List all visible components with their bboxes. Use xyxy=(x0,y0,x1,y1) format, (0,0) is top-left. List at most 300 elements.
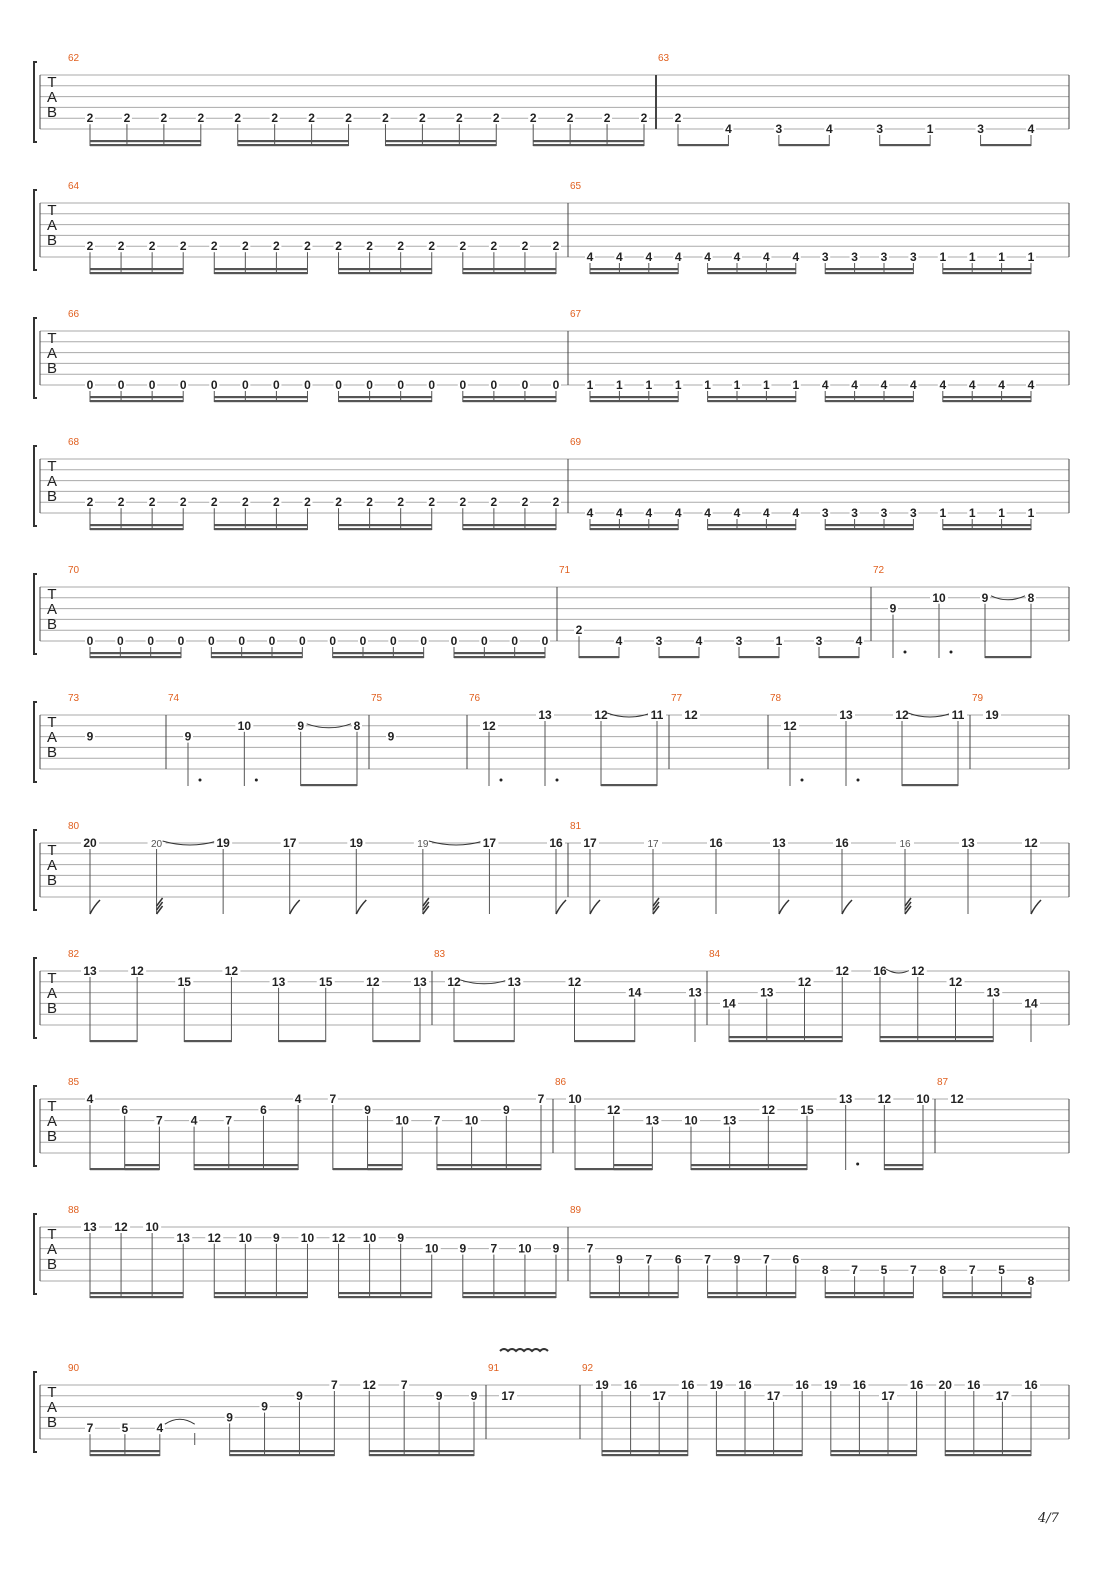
measure-number: 78 xyxy=(770,693,782,704)
fret-number: 0 xyxy=(207,634,215,648)
system-bracket xyxy=(34,318,37,398)
note-beam xyxy=(825,1296,913,1298)
measure-number: 66 xyxy=(68,309,80,320)
fret-number: 1 xyxy=(939,506,947,520)
note-beam xyxy=(211,656,302,658)
fret-number: 12 xyxy=(606,1102,621,1117)
note-beam xyxy=(214,272,307,274)
fret-number: 19 xyxy=(709,1378,724,1392)
tab-clef-letter: T xyxy=(47,586,57,603)
note-beam xyxy=(739,656,779,658)
tab-clef-letter: B xyxy=(46,1256,58,1273)
fret-number: 19 xyxy=(595,1378,609,1392)
rhythm-dot xyxy=(801,779,804,782)
fret-number: 7 xyxy=(645,1252,653,1267)
note-beam xyxy=(659,656,699,658)
fret-number: 0 xyxy=(359,634,367,648)
measure-number: 80 xyxy=(68,821,80,832)
fret-number: 7 xyxy=(225,1113,233,1128)
note-beam xyxy=(339,524,432,526)
measure-number: 85 xyxy=(68,1077,80,1088)
fret-number: 0 xyxy=(397,378,405,392)
tab-clef-letter: A xyxy=(46,1241,58,1258)
fret-number: 4 xyxy=(674,506,682,520)
tab-clef-letter: A xyxy=(46,345,58,362)
note-beam xyxy=(90,524,183,526)
fret-number: 7 xyxy=(763,1252,770,1267)
tab-clef-letter: A xyxy=(46,601,58,618)
staff-system xyxy=(34,1205,1069,1298)
tab-clef-letter: A xyxy=(46,1113,58,1130)
fret-number: 12 xyxy=(331,1230,346,1245)
fret-number: 3 xyxy=(821,250,829,264)
fret-number: 2 xyxy=(160,111,168,126)
fret-number: 7 xyxy=(331,1378,338,1392)
note-beam xyxy=(729,1036,842,1038)
fret-number: 1 xyxy=(968,506,976,520)
note-beam xyxy=(708,1292,796,1294)
fret-number: 1 xyxy=(704,378,711,392)
fret-number: 8 xyxy=(1027,1274,1035,1288)
note-beam xyxy=(90,652,181,654)
fret-number: 0 xyxy=(420,634,428,648)
note-beam xyxy=(716,1450,802,1452)
measure-number: 73 xyxy=(68,693,80,704)
fret-number: 2 xyxy=(123,111,131,126)
fret-number: 2 xyxy=(86,495,94,510)
measure xyxy=(570,1205,1036,1298)
fret-number: 0 xyxy=(335,378,342,392)
tab-clef-letter: A xyxy=(46,473,58,490)
system-bracket xyxy=(34,446,37,526)
tab-clef-letter: B xyxy=(46,104,58,121)
note-beam xyxy=(90,1454,160,1456)
fret-number: 13 xyxy=(838,1092,853,1106)
fret-number: 20 xyxy=(83,836,97,850)
measure-number: 62 xyxy=(68,53,80,64)
fret-number: 6 xyxy=(260,1102,267,1117)
tab-clef-letter: B xyxy=(46,872,58,889)
fret-number: 2 xyxy=(210,495,218,510)
fret-number: 9 xyxy=(502,1102,510,1117)
fret-number: 2 xyxy=(459,495,467,510)
fret-number: 0 xyxy=(304,378,311,392)
fret-number: 2 xyxy=(335,495,342,510)
note-beam xyxy=(614,1168,653,1170)
fret-number: 0 xyxy=(480,634,488,648)
fret-number: 13 xyxy=(538,708,552,722)
measure xyxy=(709,949,1040,1042)
note-beam xyxy=(708,268,796,270)
fret-number: 2 xyxy=(273,495,280,510)
fret-number: 9 xyxy=(889,601,897,616)
fret-number: 0 xyxy=(273,378,280,392)
fret-number: 4 xyxy=(910,378,917,392)
fret-number: 5 xyxy=(880,1263,888,1278)
fret-number: 4 xyxy=(733,250,741,264)
note-beam xyxy=(831,1450,917,1452)
measure xyxy=(559,565,864,658)
fret-number: 4 xyxy=(86,1092,94,1106)
fret-number: 16 xyxy=(835,836,849,850)
fret-number: 12 xyxy=(114,1220,128,1234)
fret-number: 4 xyxy=(763,250,770,264)
note-beam xyxy=(90,140,201,142)
measure xyxy=(570,181,1036,274)
fret-number: 17 xyxy=(283,836,297,850)
fret-number: 4 xyxy=(615,634,623,648)
fret-number: 2 xyxy=(241,495,249,510)
fret-number: 2 xyxy=(148,239,156,254)
fret-number: 9 xyxy=(387,729,395,744)
fret-number: 15 xyxy=(800,1102,814,1117)
note-beam xyxy=(184,1040,231,1042)
note-beam xyxy=(590,396,678,398)
system-bracket xyxy=(34,190,37,270)
fret-number: 7 xyxy=(156,1113,163,1128)
fret-number: 6 xyxy=(674,1252,682,1267)
measure xyxy=(570,437,1036,530)
fret-number: 4 xyxy=(733,506,741,520)
fret-number: 17 xyxy=(766,1388,781,1403)
fret-number: 16 xyxy=(967,1378,981,1392)
fret-number: 3 xyxy=(851,250,858,264)
measure xyxy=(671,693,700,722)
fret-number: 4 xyxy=(855,634,863,648)
fret-number: 3 xyxy=(910,506,917,520)
fret-number: 17 xyxy=(652,1388,666,1403)
measure-number: 81 xyxy=(570,821,582,832)
fret-number: 16 xyxy=(795,1378,809,1392)
note-beam xyxy=(339,1296,432,1298)
staff-system xyxy=(34,53,1069,146)
note-beam xyxy=(463,268,556,270)
fret-number: 16 xyxy=(873,964,887,978)
staff-system xyxy=(34,1077,1069,1170)
fret-number: 2 xyxy=(366,239,373,254)
note-beam xyxy=(708,524,796,526)
fret-number: 0 xyxy=(86,378,94,392)
eighth-flag xyxy=(590,900,600,914)
fret-number: 13 xyxy=(688,985,702,1000)
tab-clef-letter: T xyxy=(47,330,57,347)
note-beam xyxy=(437,1168,541,1170)
fret-number: 4 xyxy=(294,1092,302,1106)
measure-number: 71 xyxy=(559,565,571,576)
tab-clef-letter: A xyxy=(46,217,58,234)
note-beam xyxy=(463,272,556,274)
fret-number: 4 xyxy=(695,634,703,648)
measure-number: 82 xyxy=(68,949,80,960)
note-beam xyxy=(825,524,913,526)
fret-number: 7 xyxy=(910,1263,917,1278)
fret-number: 4 xyxy=(616,250,623,264)
note-beam xyxy=(368,1164,403,1166)
note-beam xyxy=(825,268,913,270)
system-bracket xyxy=(34,958,37,1038)
measure-number: 63 xyxy=(658,53,670,64)
fret-number: 20 xyxy=(151,839,163,850)
measure-number: 64 xyxy=(68,181,80,192)
tab-clef-letter: B xyxy=(46,360,58,377)
fret-number: 2 xyxy=(397,239,405,254)
measure xyxy=(488,1363,517,1403)
tab-clef-letter: B xyxy=(46,232,58,249)
note-beam xyxy=(614,1164,653,1166)
fret-number: 12 xyxy=(797,974,812,989)
note-beam xyxy=(301,784,357,786)
fret-number: 2 xyxy=(428,239,436,254)
note-beam xyxy=(238,140,349,142)
staff-system xyxy=(34,437,1069,530)
measure-number: 76 xyxy=(469,693,481,704)
measure-number: 72 xyxy=(873,565,885,576)
note-beam xyxy=(90,1292,183,1294)
fret-number: 16 xyxy=(738,1378,752,1392)
note-beam xyxy=(985,656,1031,658)
fret-number: 1 xyxy=(926,122,934,136)
note-beam xyxy=(339,396,432,398)
fret-number: 1 xyxy=(1027,506,1035,520)
fret-number: 7 xyxy=(586,1241,594,1256)
tie-arc xyxy=(165,1419,195,1424)
note-beam xyxy=(369,1450,474,1452)
note-beam xyxy=(90,1296,183,1298)
note-beam xyxy=(708,528,796,530)
fret-number: 10 xyxy=(362,1230,377,1245)
fret-number: 12 xyxy=(684,708,698,722)
system-bracket xyxy=(34,1086,37,1166)
note-beam xyxy=(385,144,496,146)
measure xyxy=(68,1363,479,1456)
tab-clef-letter: T xyxy=(47,1098,57,1115)
fret-number: 16 xyxy=(899,839,911,850)
fret-number: 13 xyxy=(271,974,286,989)
fret-number: 0 xyxy=(450,634,458,648)
note-beam xyxy=(211,652,302,654)
tab-clef-letter: T xyxy=(47,74,57,91)
fret-number: 6 xyxy=(121,1102,129,1117)
fret-number: 13 xyxy=(839,708,853,722)
fret-number: 2 xyxy=(179,495,187,510)
fret-number: 4 xyxy=(1027,122,1035,136)
note-beam xyxy=(238,144,349,146)
note-beam xyxy=(943,268,1031,270)
fret-number: 13 xyxy=(772,836,786,850)
fret-number: 7 xyxy=(851,1263,858,1278)
fret-number: 7 xyxy=(86,1421,94,1436)
fret-number: 0 xyxy=(177,634,185,648)
tab-clef-letter: B xyxy=(46,1000,58,1017)
tab-clef-letter: T xyxy=(47,842,57,859)
fret-number: 2 xyxy=(674,111,682,126)
fret-number: 7 xyxy=(400,1378,408,1392)
fret-number: 2 xyxy=(575,623,583,638)
tab-clef-letter: T xyxy=(47,1226,57,1243)
note-beam xyxy=(902,784,958,786)
fret-number: 12 xyxy=(761,1102,776,1117)
tab-clef-letter: T xyxy=(47,970,57,987)
note-beam xyxy=(943,528,1031,530)
note-beam xyxy=(385,140,496,142)
fret-number: 12 xyxy=(835,964,849,978)
measure-number: 67 xyxy=(570,309,582,320)
fret-number: 12 xyxy=(224,964,239,978)
fret-number: 1 xyxy=(674,378,682,392)
fret-number: 7 xyxy=(704,1252,711,1267)
fret-number: 13 xyxy=(176,1230,190,1245)
tab-clef-letter: A xyxy=(46,985,58,1002)
fret-number: 13 xyxy=(83,1220,97,1234)
fret-number: 2 xyxy=(148,495,156,510)
note-beam xyxy=(691,1164,807,1166)
fret-number: 10 xyxy=(238,1230,253,1245)
fret-number: 3 xyxy=(851,506,858,520)
fret-number: 7 xyxy=(537,1092,545,1106)
note-beam xyxy=(981,144,1031,146)
fret-number: 12 xyxy=(911,964,925,978)
fret-number: 9 xyxy=(733,1252,741,1267)
fret-number: 0 xyxy=(298,634,306,648)
note-beam xyxy=(463,524,556,526)
note-beam xyxy=(339,1292,432,1294)
fret-number: 0 xyxy=(117,378,125,392)
fret-number: 7 xyxy=(490,1241,498,1256)
fret-number: 0 xyxy=(268,634,276,648)
fret-number: 17 xyxy=(501,1388,515,1403)
note-beam xyxy=(716,1454,802,1456)
fret-number: 2 xyxy=(273,239,280,254)
fret-number: 2 xyxy=(490,239,498,254)
fret-number: 9 xyxy=(616,1252,623,1267)
note-beam xyxy=(90,1040,137,1042)
tab-clef-letter: B xyxy=(46,1128,58,1145)
fret-number: 0 xyxy=(210,378,218,392)
fret-number: 12 xyxy=(1024,836,1038,850)
fret-number: 1 xyxy=(586,378,594,392)
fret-number: 2 xyxy=(197,111,205,126)
fret-number: 9 xyxy=(261,1399,268,1414)
measure xyxy=(68,437,561,530)
fret-number: 5 xyxy=(998,1263,1005,1278)
measure-number: 83 xyxy=(434,949,446,960)
note-beam xyxy=(729,1040,842,1042)
eighth-flag xyxy=(1031,900,1041,914)
fret-number: 3 xyxy=(876,122,884,136)
fret-number: 0 xyxy=(428,378,436,392)
fret-number: 10 xyxy=(464,1113,479,1128)
note-beam xyxy=(214,396,307,398)
fret-number: 2 xyxy=(308,111,315,126)
note-beam xyxy=(463,1292,556,1294)
fret-number: 15 xyxy=(177,974,191,989)
note-beam xyxy=(575,1040,635,1042)
measure xyxy=(371,693,396,744)
fret-number: 16 xyxy=(549,836,563,850)
system-bracket xyxy=(34,62,37,142)
fret-number: 14 xyxy=(722,996,736,1011)
fret-number: 8 xyxy=(939,1263,947,1278)
fret-number: 16 xyxy=(1024,1378,1038,1392)
fret-number: 19 xyxy=(417,839,429,850)
note-beam xyxy=(943,396,1031,398)
measure-number: 79 xyxy=(972,693,984,704)
note-beam xyxy=(590,1296,678,1298)
fret-number: 1 xyxy=(763,378,770,392)
note-beam xyxy=(339,268,432,270)
fret-number: 3 xyxy=(977,122,984,136)
rhythm-dot xyxy=(904,651,907,654)
fret-number: 4 xyxy=(851,378,858,392)
staff-system xyxy=(34,309,1069,402)
note-beam xyxy=(825,528,913,530)
measure xyxy=(68,309,561,402)
fret-number: 4 xyxy=(968,378,976,392)
fret-number: 4 xyxy=(586,250,594,264)
fret-number: 2 xyxy=(345,111,352,126)
note-beam xyxy=(339,528,432,530)
fret-number: 8 xyxy=(1027,590,1035,605)
fret-number: 0 xyxy=(552,378,560,392)
note-beam xyxy=(884,1164,923,1166)
fret-number: 2 xyxy=(271,111,279,126)
note-beam xyxy=(943,524,1031,526)
fret-number: 1 xyxy=(733,378,741,392)
note-beam xyxy=(601,784,657,786)
fret-number: 17 xyxy=(482,836,497,850)
fret-number: 9 xyxy=(470,1388,478,1403)
staff-system xyxy=(34,949,1069,1042)
fret-number: 13 xyxy=(413,974,427,989)
note-beam xyxy=(831,1454,917,1456)
fret-number: 1 xyxy=(775,634,783,648)
note-beam xyxy=(214,1296,307,1298)
note-beam xyxy=(945,1454,1031,1456)
note-beam xyxy=(230,1450,335,1452)
note-beam xyxy=(943,1296,1031,1298)
fret-number: 0 xyxy=(179,378,187,392)
fret-number: 4 xyxy=(645,506,653,520)
fret-number: 13 xyxy=(986,985,1000,1000)
measure xyxy=(68,565,550,658)
fret-number: 2 xyxy=(428,495,436,510)
fret-number: 9 xyxy=(184,729,192,744)
note-beam xyxy=(590,528,678,530)
note-beam xyxy=(90,144,201,146)
fret-number: 4 xyxy=(998,378,1005,392)
system-bracket xyxy=(34,830,37,910)
note-beam xyxy=(678,144,728,146)
note-beam xyxy=(943,400,1031,402)
fret-number: 9 xyxy=(552,1241,560,1256)
fret-number: 0 xyxy=(147,634,155,648)
measure xyxy=(469,693,666,786)
fret-number: 1 xyxy=(968,250,976,264)
measure xyxy=(68,53,649,146)
fret-number: 4 xyxy=(586,506,594,520)
fret-number: 9 xyxy=(297,718,305,733)
fret-number: 8 xyxy=(821,1263,829,1278)
measure xyxy=(972,693,1001,722)
note-beam xyxy=(194,1168,298,1170)
fret-number: 10 xyxy=(425,1241,439,1256)
staff-system xyxy=(34,821,1069,914)
note-beam xyxy=(230,1454,335,1456)
fret-number: 2 xyxy=(304,239,311,254)
fret-number: 9 xyxy=(435,1388,443,1403)
fret-number: 1 xyxy=(792,378,800,392)
fret-number: 4 xyxy=(1027,378,1035,392)
